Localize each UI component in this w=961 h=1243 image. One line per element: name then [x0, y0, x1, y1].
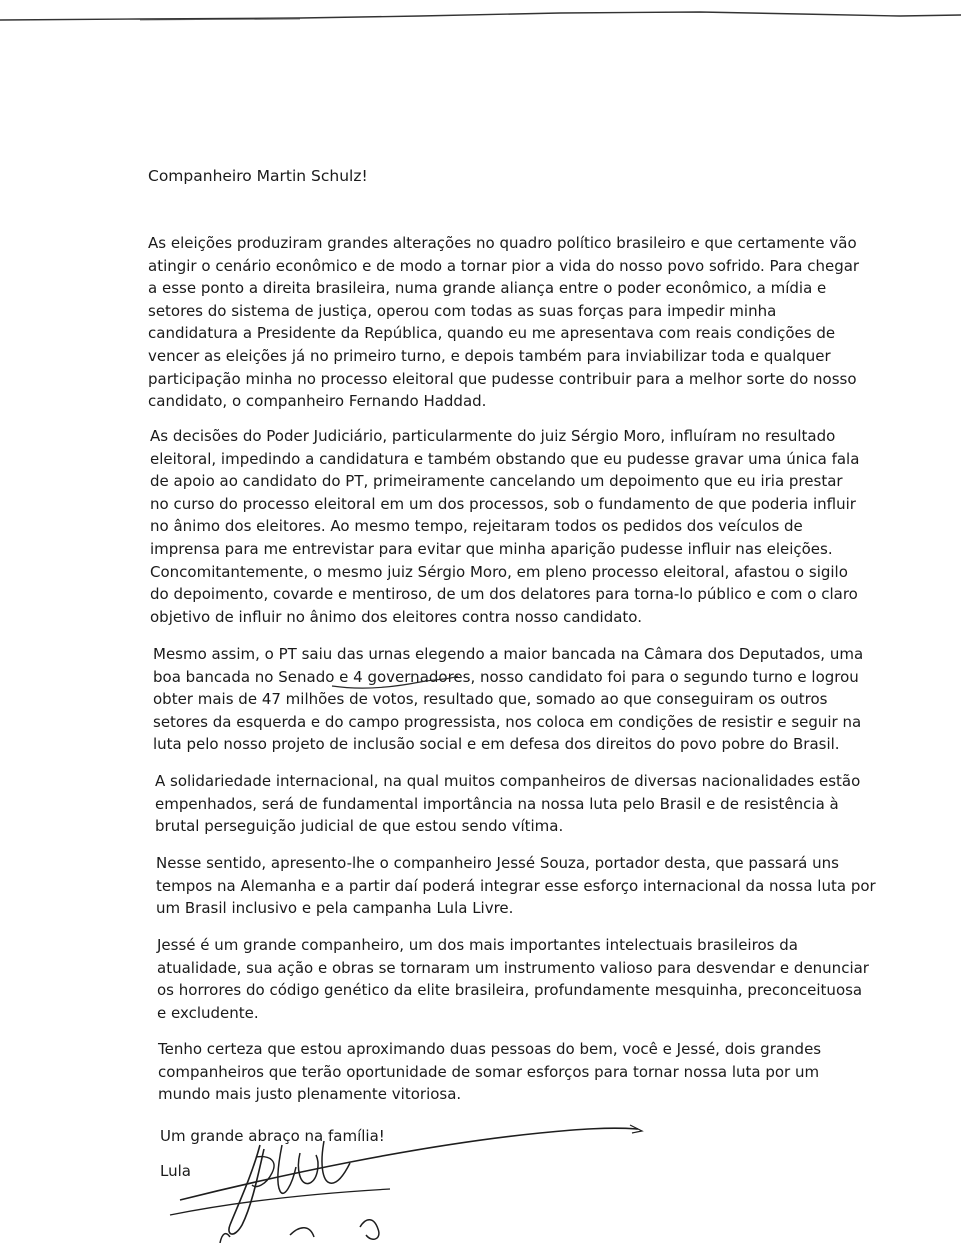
paragraph-6 — [157, 934, 869, 1024]
paragraph-line: boa bancada no Senado e 4 governadores, nosso candidato foi para o segundo turno e logrou — [153, 667, 859, 686]
paragraph-line: os horrores do código genético da elite brasileira, profundamente mesquinha, preconceituosa — [157, 981, 863, 1000]
paragraph-line: Nesse sentido, apresento-lhe o companheiro Jessé Souza, portador desta, que passará uns — [156, 854, 839, 872]
paragraph-line: a esse ponto a direita brasileira, numa grande aliança entre o poder econômico, a mídia e — [148, 279, 827, 298]
letter-greeting: Companheiro Martin Schulz! — [148, 167, 368, 185]
paragraph-line: Concomitantemente, o mesmo juiz Sérgio Moro, em pleno processo eleitoral, afastou o sigilo — [150, 562, 848, 581]
paragraph-line: e excludente. — [157, 1003, 259, 1022]
paragraph-line: de apoio ao candidato do PT, primeiramente cancelando um depoimento que eu iria prestar — [150, 472, 843, 491]
paragraph-line: no ânimo dos eleitores. Ao mesmo tempo, rejeitaram todos os pedidos dos veículos de — [150, 517, 803, 536]
scan-edge-line — [0, 0, 961, 30]
paragraph-2 — [150, 425, 859, 628]
paragraph-line: vencer as eleições já no primeiro turno, e depois também para inviabilizar toda e qualquer — [148, 346, 831, 365]
paragraph-line: objetivo de influir no ânimo dos eleitores contra nosso candidato. — [150, 607, 642, 626]
paragraph-line: atingir o cenário econômico e de modo a tornar pior a vida do nosso povo sofrido. Para chegar — [148, 256, 860, 275]
letter-signoff: Lula — [160, 1162, 191, 1180]
handwritten-signature — [160, 1105, 660, 1243]
paragraph-line: companheiros que terão oportunidade de somar esforços para tornar nossa luta por um — [158, 1062, 820, 1081]
paragraph-line: eleitoral, impedindo a candidatura e também obstando que eu pudesse gravar uma única fala — [150, 449, 860, 468]
paragraph-line: Mesmo assim, o PT saiu das urnas elegendo a maior bancada na Câmara dos Deputados, uma — [153, 645, 864, 663]
paragraph-line: setores do sistema de justiça, operou com todas as suas forças para impedir minha — [148, 301, 777, 320]
paragraph-5 — [156, 852, 876, 920]
paragraph-line: luta pelo nosso projeto de inclusão social e em defesa dos direitos do povo pobre do Brasil. — [153, 735, 840, 754]
paragraph-line: no curso do processo eleitoral em um dos processos, sob o fundamento de que poderia influir — [150, 494, 856, 513]
paragraph-line: setores da esquerda e do campo progressista, nos coloca em condições de resistir e seguir na — [153, 712, 862, 731]
paragraph-4 — [155, 770, 860, 838]
paragraph-line: tempos na Alemanha e a partir daí poderá integrar esse esforço internacional da nossa luta por — [156, 876, 876, 895]
paragraph-3 — [153, 643, 863, 756]
paragraph-line: brutal perseguição judicial de que estou sendo vítima. — [155, 817, 564, 836]
paragraph-7 — [158, 1038, 821, 1106]
paragraph-line: A solidariedade internacional, na qual muitos companheiros de diversas nacionalidades estão — [155, 772, 861, 790]
paragraph-1 — [148, 232, 859, 413]
paragraph-line: participação minha no processo eleitoral que pudesse contribuir para a melhor sorte do nosso — [148, 369, 857, 388]
paragraph-line: do depoimento, covarde e mentiroso, de um dos delatores para torna-lo público e com o claro — [150, 585, 858, 604]
paragraph-line: atualidade, sua ação e obras se tornaram um instrumento valioso para desvendar e denunciar — [157, 958, 869, 977]
paragraph-line: imprensa para me entrevistar para evitar que minha aparição pudesse influir nas eleições. — [150, 539, 833, 558]
paragraph-line: candidato, o companheiro Fernando Haddad. — [148, 392, 487, 411]
paragraph-line: empenhados, será de fundamental importância na nossa luta pelo Brasil e de resistência à — [155, 794, 839, 813]
paragraph-line: candidatura a Presidente da República, quando eu me apresentava com reais condições de — [148, 324, 836, 343]
paragraph-line: obter mais de 47 milhões de votos, resultado que, somado ao que conseguiram os outros — [153, 690, 828, 709]
handwritten-underline — [330, 668, 460, 694]
paragraph-line: mundo mais justo plenamente vitoriosa. — [158, 1085, 462, 1104]
paragraph-line: Jessé é um grande companheiro, um dos mais importantes intelectuais brasileiros da — [157, 936, 798, 954]
paragraph-line: As eleições produziram grandes alterações no quadro político brasileiro e que certamente vão — [148, 234, 857, 252]
paragraph-line: Tenho certeza que estou aproximando duas pessoas do bem, você e Jessé, dois grandes — [158, 1040, 822, 1058]
paragraph-line: um Brasil inclusivo e pela campanha Lula Livre. — [156, 899, 514, 918]
letter-closing: Um grande abraço na família! — [160, 1127, 385, 1145]
paragraph-line: As decisões do Poder Judiciário, particularmente do juiz Sérgio Moro, influíram no resultado — [150, 427, 836, 445]
